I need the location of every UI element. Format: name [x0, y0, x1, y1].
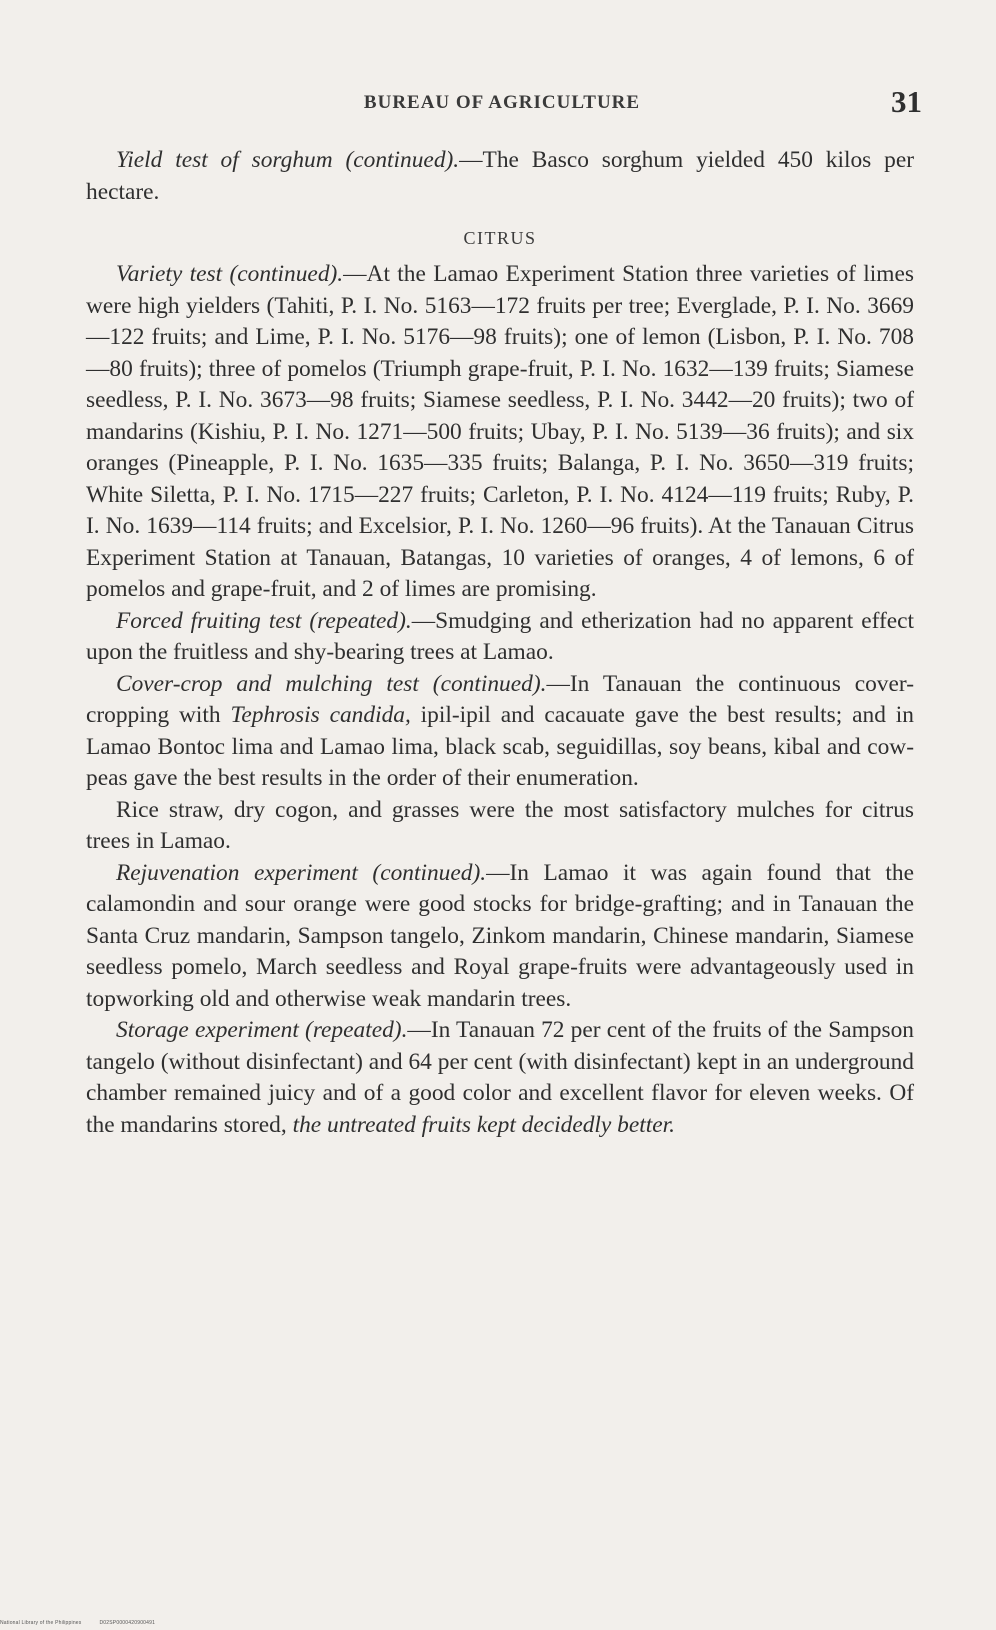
paragraph-text: Rice straw, dry cogon, and grasses were the most satisfactory mulches for citrus trees in Lamao.	[86, 796, 914, 854]
paragraph-text: —Smudging and etherization had no apparent effect upon the fruitless and shy-bearing trees at Lamao.	[86, 607, 914, 665]
paragraph-text: —At the Lamao Experiment Station three varieties of limes were high yielders (Tahiti, P. I. No. 5163—172 fruits per tree; Everglade, P. I. No. 3669—122 fruits; and Lime, P. I. No. 5176—98 fruits); one of lemon (Lisbon, P. I. No. 708—80 fruits); three of pomelos (Triumph grape-fruit, P. I. No. 1632—139 fruits; Siamese seedless, P. I. No. 3673—98 fruits; Siamese seedless, P. I. No. 3442—20 fruits); two of mandarins (Kishiu, P. I. No. 1271—500 fruits; Ubay, P. I. No. 5139—36 fruits); and six oranges (Pineapple, P. I. No. 1635—335 fruits; Balanga, P. I. No. 3650—319 fruits; White Siletta, P. I. No. 1715—227 fruits; Carleton, P. I. No. 4124—119 fruits; Ruby, P. I. No. 1639—114 fruits; and Excelsior, P. I. No. 1260—96 fruits). At the Tanauan Citrus Experiment Station at Tanauan, Batangas, 10 varieties of oranges, 4 of lemons, 6 of pomelos and grape-fruit, and 2 of limes are promising.	[86, 261, 914, 602]
paragraph-emphasis: the untreated fruits kept decidedly better.	[292, 1111, 675, 1138]
page-header	[86, 84, 922, 128]
library-name: National Library of the Philippines	[0, 1620, 82, 1626]
paragraph-lead: Forced fruiting test (repeated).	[116, 607, 412, 634]
page-body	[86, 145, 914, 1141]
paragraph-text: —In Lamao it was again found that the calamondin and sour orange were good stocks for bridge-grafting; and in Tanauan the Santa Cruz mandarin, Sampson tangelo, Zinkom mandarin, Chinese mandarin, Siamese seedless pomelo, March seedless and Royal grape-fruits were advantageously used in topworking old and otherwise weak mandarin trees.	[86, 859, 915, 1012]
paragraph-cover-crop	[86, 669, 914, 795]
paragraph-forced-fruiting	[86, 606, 914, 669]
paragraph-lead: Rejuvenation experiment (continued).	[116, 859, 487, 886]
paragraph-storage	[86, 1015, 914, 1141]
running-head: BUREAU OF AGRICULTURE	[363, 92, 641, 113]
paragraph-lead: Storage experiment (repeated).	[116, 1017, 408, 1043]
paragraph-sorghum	[86, 145, 914, 208]
paragraph-lead: Cover-crop and mulching test (continued).	[116, 670, 547, 697]
section-heading-citrus: CITRUS	[463, 228, 537, 248]
species-name: Tephrosis candida,	[230, 702, 411, 728]
paragraph-text: —In Tanauan 72 per cent of the fruits of the Sampson tangelo (without disinfectant) and 64 per cent (with disinfectant) kept in an underground chamber remained juicy and of a good color and excellent flavor for eleven weeks. Of the mandarins stored,	[86, 1017, 914, 1138]
paragraph-lead: Variety test (continued).	[116, 261, 344, 287]
paragraph-rejuvenation	[86, 858, 914, 1016]
paragraph-variety-test	[86, 259, 914, 606]
scan-footer	[0, 1620, 155, 1626]
paragraph-text: —The Basco sorghum yielded 450 kilos per hectare.	[86, 147, 914, 205]
paragraph-lead: Yield test of sorghum (continued).	[116, 147, 460, 173]
paragraph-mulches	[86, 795, 914, 858]
scan-code: D02SP0000420900491	[99, 1620, 156, 1626]
paragraph-text: —In Tanauan the continuous cover-cropping with	[86, 670, 914, 728]
page-number: 31	[891, 84, 922, 119]
paragraph-text: ipil-ipil and cacauate gave the best results; and in Lamao Bontoc lima and Lamao lima, black scab, seguidillas, soy beans, kibal and cow-peas gave the best results in the order of their enumeration.	[86, 702, 914, 791]
